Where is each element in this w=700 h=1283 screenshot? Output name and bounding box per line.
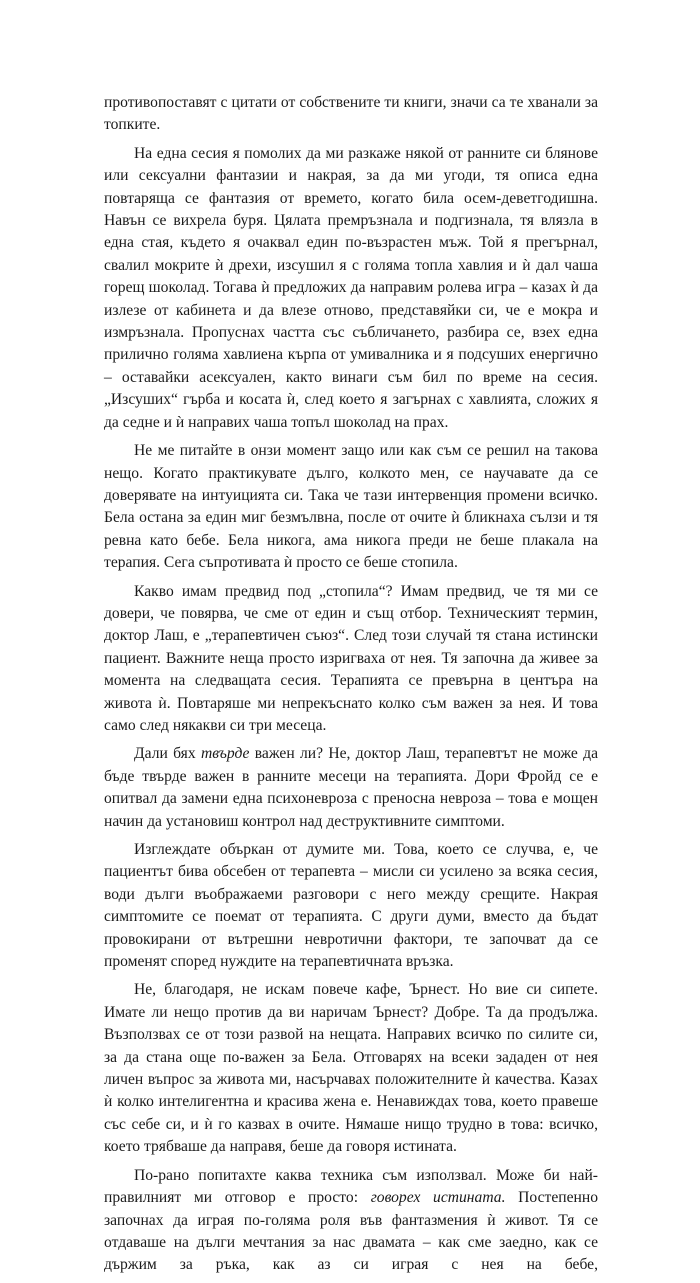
paragraph-text: Изглеждате объркан от думите ми. Това, което се случва, е, че пациентът бива обсебен от терапевта – мисли си усилено за всяка сесия, води дълги въображаеми разговори с него между срещите. Накрая симптомите се поемат от терапията. С други думи, вместо да бъдат провокирани от вътрешни невротични фактори, те започват да се променят според нуждите на терапевтичната връзка. (104, 841, 598, 971)
paragraph-text: На една сесия я помолих да ми разкаже някой от ранните си блянове или сексуални фантазии и накрая, за да ми угоди, тя описа една повтаряща се фантазия от времето, когато била осем-деветгодишна. Навън се вихрела буря. Цялата премръзнала и подгизнала, тя влязла в една стая, където я очаквал един по-възрастен мъж. Той я прегърнал, свалил мокрите ѝ дрехи, изсушил я с голяма топла хавлия и ѝ дал чаша горещ шоколад. Тогава ѝ предложих да направим ролева игра – казах ѝ да излезе от кабинета и да влезе отново, представяйки си, че е мокра и измръзнала. Пропуснах частта със събличането, разбира се, взех една прилично голяма хавлиена кърпа от умивалника и я подсуших енергично – оставайки асексуален, както винаги съм бил по време на сесия. „Изсуших“ гърба и косата ѝ, след което я загърнах с хавлията, сложих я да седне и ѝ направих чаша топъл шоколад на прах. (104, 144, 598, 431)
paragraph-6 (104, 839, 598, 973)
paragraph-text: противопоставят с цитати от собствените ти книги, значи са те хванали за топките. (104, 94, 598, 134)
emphasis-text: говорех истината. (370, 1189, 506, 1207)
paragraph-text: Какво имам предвид под „стопила“? Имам предвид, че тя ми се довери, че повярва, че сме от един и същ отбор. Техническият термин, доктор Лаш, е „терапевтичен съюз“. След този случай тя стана истински пациент. Важните неща просто изригваха от нея. Тя започна да живее за момента на следващата сесия. Терапията се превърна в центъра на живота ѝ. Повтаряше ми непрекъснато колко съм важен за нея. И това само след някакви си три месеца. (104, 582, 598, 734)
paragraph-text: Постепенно започнах да играя по-голяма роля във фантазмения ѝ живот. Тя се отдаваше на дълги мечтания за нас двамата – как сме заедно, как се държим за ръка, как аз си играя с нея на бебе, (104, 1189, 598, 1274)
paragraph-8 (104, 1165, 598, 1277)
paragraph-2 (104, 143, 598, 434)
book-page (104, 92, 598, 1283)
paragraph-text: Дали бях (134, 745, 201, 763)
paragraph-5 (104, 743, 598, 833)
paragraph-7 (104, 979, 598, 1158)
paragraph-4 (104, 581, 598, 738)
emphasis-text: твърде (200, 745, 250, 763)
paragraph-text: важен ли? Не, доктор Лаш, терапевтът не може да бъде твърде важен в ранните месеци на терапията. Дори Фройд се е опитвал да замени една психоневроза с преносна невроза – това е мощен начин да установиш контрол над деструктивните симптоми. (104, 745, 599, 830)
paragraph-text: Не, благодаря, не искам повече кафе, Ърнест. Но вие си сипете. Имате ли нещо против да ви наричам Ърнест? Добре. Та да продължа. Възползвах се от този развой на нещата. Направих всичко по силите си, за да стана още по-важен за Бела. Отговарях на всеки зададен от нея личен въпрос за живота ми, насърчавах положителните ѝ качества. Казах ѝ колко интелигентна и красива жена е. Ненавиждах това, което правеше със себе си, и ѝ го казвах в очите. Нямаше нищо трудно в това: всичко, което трябваше да направя, беше да говоря истината. (104, 981, 598, 1156)
paragraph-text: По-рано попитахте каква техника съм използвал. Може би най-правилният ми отговор е просто: (104, 1166, 598, 1207)
paragraph-3 (104, 440, 598, 574)
paragraph-text: Не ме питайте в онзи момент защо или как съм се решил на такова нещо. Когато практикувате дълго, колкото мен, се научавате да се доверявате на интуицията си. Така че тази интервенция промени всичко. Бела остана за един миг безмълвна, после от очите ѝ бликнаха сълзи и тя ревна като бебе. Бела никога, ама никога преди не беше плакала на терапия. Сега съпротивата ѝ просто се беше стопила. (104, 442, 598, 572)
paragraph-1 (104, 92, 598, 137)
